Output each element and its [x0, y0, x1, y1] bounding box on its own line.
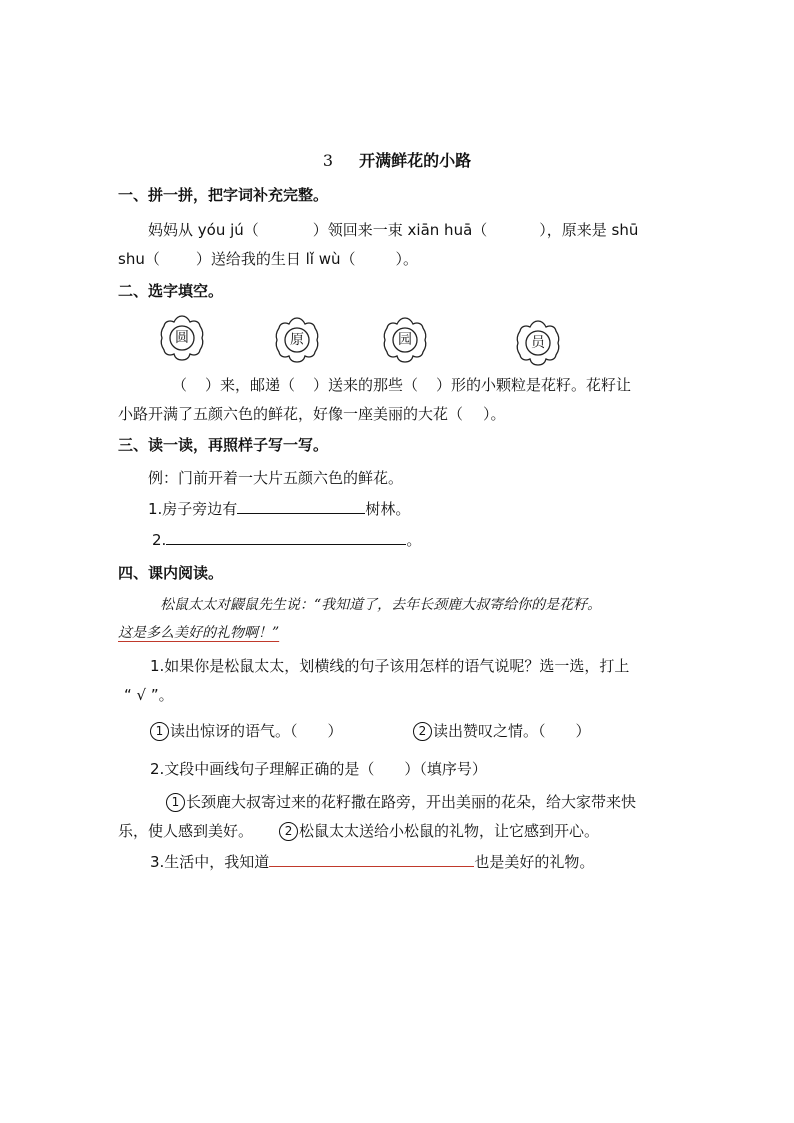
s4-q1-line-2: “ √ ”。: [124, 686, 174, 704]
flower-char-label: 原: [290, 332, 304, 348]
s1-line-1: [148, 219, 638, 240]
section-2-heading: 二、选字填空。: [118, 282, 224, 300]
circled-number-2: 2: [279, 822, 298, 841]
s2-line-1: [172, 374, 631, 395]
s4-option-1[interactable]: [150, 720, 343, 741]
s2-text: ）来，邮递（: [205, 376, 296, 394]
s4-q3: [150, 851, 594, 872]
section-3-heading: 三、读一读，再照样子写一写。: [118, 436, 329, 454]
s1-text: ）送给我的生日 lǐ wù（: [195, 250, 356, 268]
s3-text: 。: [406, 531, 422, 549]
s4-text: 3.生活中，我知道: [150, 853, 270, 871]
s4-answer-1: [166, 791, 636, 812]
s4-text: 也是美好的礼物。: [474, 853, 595, 871]
s2-text: ）形的小颗粒是花籽。花籽让: [436, 376, 632, 394]
s1-text: ）领回来一束 xiān huā（: [312, 221, 488, 239]
s3-q2: [152, 529, 421, 550]
answer-line-2[interactable]: [166, 530, 406, 545]
s4-option-2[interactable]: [413, 720, 591, 741]
answer-text: 长颈鹿大叔寄过来的花籽撒在路旁，开出美丽的花朵，给大家带来快: [186, 793, 637, 811]
flower-char-label: 员: [531, 335, 545, 351]
flower-char-label: 园: [398, 332, 412, 348]
flower-char-label: 圆: [175, 330, 189, 346]
answer-line-3[interactable]: [269, 852, 474, 867]
section-1-heading: 一、拼一拼，把字词补充完整。: [118, 186, 329, 204]
answer-text: 乐，使人感到美好。: [118, 822, 254, 840]
option-text: 读出赞叹之情。（ ）: [433, 722, 591, 740]
s1-text: ）。: [395, 250, 419, 268]
s3-q1: [148, 498, 410, 519]
s1-text: shu（: [118, 250, 160, 268]
flower-char-1: [156, 312, 208, 364]
s2-text: ）。: [483, 405, 506, 423]
s2-text: （: [172, 376, 188, 394]
flower-char-3: [379, 314, 431, 366]
passage-line-2: 这是多么美好的礼物啊！”: [118, 625, 280, 641]
s1-line-2: [118, 248, 418, 269]
s1-text: ），原来是 shū: [539, 221, 639, 239]
s4-answer-line-2: [118, 820, 599, 841]
option-text: 读出惊讶的语气。（ ）: [170, 722, 343, 740]
answer-text: 松鼠太太送给小松鼠的礼物，让它感到开心。: [299, 822, 600, 840]
lesson-title: 开满鲜花的小路: [359, 151, 472, 170]
s1-text: 妈妈从 yóu jú（: [148, 221, 259, 239]
s2-line-2: [118, 403, 506, 424]
circled-number-1: 1: [150, 722, 169, 741]
s3-text: 1.房子旁边有: [148, 500, 238, 518]
s4-q1-line-1: 1.如果你是松鼠太太，划横线的句子该用怎样的语气说呢？选一选，打上: [150, 657, 630, 675]
s3-example: 例：门前开着一大片五颜六色的鲜花。: [148, 469, 404, 487]
page-title: [0, 148, 794, 171]
circled-number-1: 1: [166, 793, 185, 812]
s3-text: 2.: [152, 531, 167, 549]
answer-line-1[interactable]: [237, 499, 365, 514]
section-4-heading: 四、课内阅读。: [118, 564, 224, 582]
s2-text: ）送来的那些（: [313, 376, 419, 394]
s4-q2: 2.文段中画线句子理解正确的是（ ）（填序号）: [150, 760, 487, 778]
s2-text: 小路开满了五颜六色的鲜花，好像一座美丽的大花（: [118, 405, 464, 423]
flower-char-4: [512, 317, 564, 369]
s3-text: 树林。: [365, 500, 411, 518]
lesson-number: 3: [322, 151, 334, 170]
circled-number-2: 2: [413, 722, 432, 741]
passage-line-1: 松鼠太太对鼹鼠先生说：“我知道了，去年长颈鹿大叔寄给你的是花籽。: [160, 597, 602, 613]
flower-char-2: [271, 314, 323, 366]
